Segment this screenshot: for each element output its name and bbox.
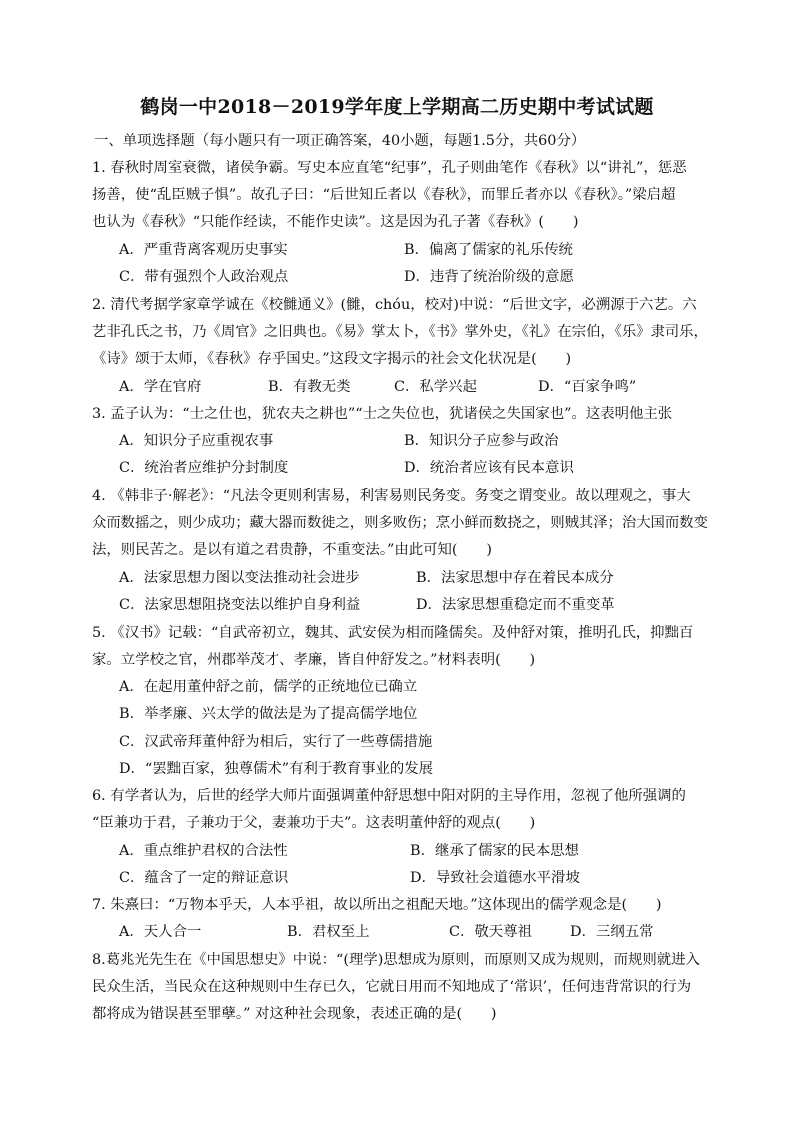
question-7-option-a: A．天人合一 (119, 924, 202, 940)
section-heading: 一、单项选择题（每小题只有一项正确答案，40小题，每题1.5分，共60分） (94, 133, 586, 149)
question-3-option-d: D．统治者应该有民本意识 (404, 460, 574, 476)
question-6-option-b: B．继承了儒家的民本思想 (410, 843, 579, 859)
question-6-option-a: A．重点维护君权的合法性 (119, 843, 288, 859)
question-7-option-d: D．三纲五常 (570, 924, 654, 940)
question-1-line-3: 也认为《春秋》“只能作经读，不能作史读”。这是因为孔子著《春秋》( ) (92, 214, 579, 230)
question-6-line-2: “臣兼功于君，子兼功于父，妻兼功于夫”。这表明董仲舒的观点( ) (92, 815, 536, 831)
question-1-option-c: C．带有强烈个人政治观点 (119, 269, 289, 285)
question-7-option-b: B．君权至上 (287, 924, 370, 940)
question-1-option-a: A．严重背离客观历史事实 (119, 242, 288, 258)
question-4-option-c: C．法家思想阻挠变法以维护自身利益 (119, 597, 361, 613)
question-2-option-b: B．有教无类 (268, 379, 351, 395)
question-4-line-1: 4. 《韩非子·解老》：“凡法令更则利害易，利害易则民务变。务变之谓变业。故以理观之，事大 (92, 488, 691, 504)
question-4-option-b: B．法家思想中存在着民本成分 (416, 570, 614, 586)
question-1-option-b: B．偏离了儒家的礼乐传统 (404, 242, 573, 258)
question-5-line-2: 家。立学校之官，州郡举茂才、孝廉，皆自仲舒发之。”材料表明( ) (92, 652, 536, 668)
question-2-line-2: 艺非孔氏之书，乃《周官》之旧典也。《易》掌太卜，《书》掌外史，《礼》在宗伯，《乐》隶司乐， (92, 324, 708, 340)
question-5-option-c: C．汉武帝拜董仲舒为相后，实行了一些尊儒措施 (119, 734, 433, 750)
question-5-line-1: 5. 《汉书》记载：“自武帝初立，魏其、武安侯为相而隆儒矣。及仲舒对策，推明孔氏，抑黜百 (92, 625, 694, 641)
question-1-option-d: D．违背了统治阶级的意愿 (404, 269, 574, 285)
question-5-option-a: A．在起用董仲舒之前，儒学的正统地位已确立 (119, 679, 418, 695)
question-4-line-3: 法，则民苦之。是以有道之君贵静，不重变法。”由此可知( ) (92, 542, 492, 558)
question-4-option-d: D．法家思想重稳定而不重变革 (416, 597, 615, 613)
question-3-line-1: 3. 孟子认为：“士之仕也，犹农夫之耕也”“士之失位也，犹诸侯之失国家也”。这表明他主张 (92, 406, 673, 422)
question-6-line-1: 6. 有学者认为，后世的经学大师片面强调董仲舒思想中阳对阴的主导作用，忽视了他所强调的 (92, 788, 686, 804)
question-2-line-1: 2. 清代考据学家章学诚在《校雠通义》(雠，chóu，校对)中说：“后世文字，必溯源于六艺。六 (92, 297, 697, 313)
question-2-option-a: A．学在官府 (119, 379, 202, 395)
page-title: 鹤岗一中2018－2019学年度上学期高二历史期中考试试题 (140, 96, 654, 118)
question-8-line-3: 都将成为错误甚至罪孽。” 对这种社会现象，表述正确的是( ) (92, 1006, 497, 1022)
question-8-line-1: 8.葛兆光先生在《中国思想史》中说：“(理学)思想成为原则，而原则又成为规则，而规则就进入 (92, 952, 700, 968)
question-1-line-2: 扬善，使“乱臣贼子惧”。故孔子曰：“后世知丘者以《春秋》，而罪丘者亦以《春秋》。”梁启超 (92, 187, 676, 203)
question-6-option-c: C．蕴含了一定的辩证意识 (119, 870, 289, 886)
question-1-line-1: 1. 春秋时周室衰微，诸侯争霸。写史本应直笔“纪事”，孔子则曲笔作《春秋》以“讲礼”，惩恶 (92, 160, 687, 176)
question-7-option-c: C．敬天尊祖 (449, 924, 532, 940)
question-5-option-d: D．“罢黜百家，独尊儒术”有利于教育事业的发展 (119, 761, 434, 777)
question-7-line-1: 7. 朱熹曰：“万物本乎天，人本乎祖，故以所出之祖配天地。”这体现出的儒学观念是( ) (92, 897, 662, 913)
question-5-option-b: B．举孝廉、兴太学的做法是为了提高儒学地位 (119, 706, 418, 722)
question-2-line-3: 《诗》颂于太师，《春秋》存乎国史。”这段文字揭示的社会文化状况是( ) (92, 351, 572, 367)
question-3-option-c: C．统治者应维护分封制度 (119, 460, 289, 476)
question-4-line-2: 众而数摇之，则少成功；藏大器而数徙之，则多败伤；烹小鲜而数挠之，则贼其泽；治大国而数变 (92, 515, 708, 531)
question-2-option-c: C．私学兴起 (394, 379, 477, 395)
question-2-option-d: D．“百家争鸣” (538, 379, 637, 395)
question-6-option-d: D．导致社会道德水平滑坡 (410, 870, 580, 886)
question-3-option-b: B．知识分子应参与政治 (404, 433, 559, 449)
question-4-option-a: A．法家思想力图以变法推动社会进步 (119, 570, 360, 586)
question-3-option-a: A．知识分子应重视农事 (119, 433, 274, 449)
question-8-line-2: 民众生活，当民众在这种规则中生存已久，它就日用而不知地成了‘常识’，任何违背常识的行为 (92, 979, 692, 995)
